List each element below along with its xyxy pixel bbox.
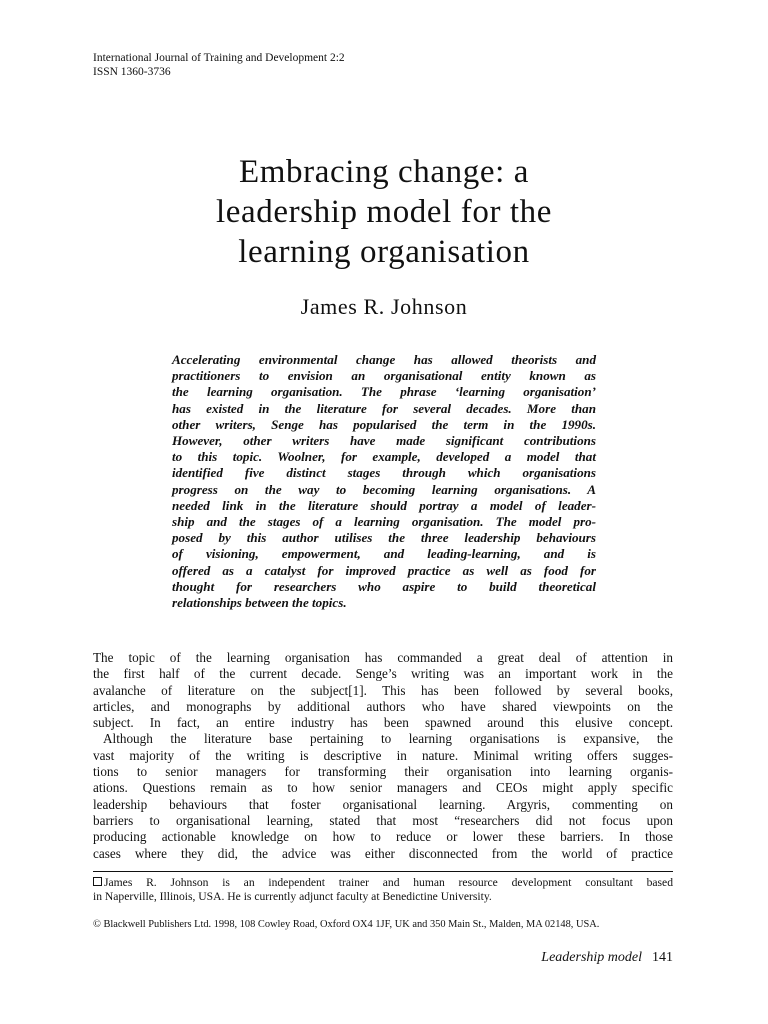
title-line: Embracing change: a — [239, 154, 529, 190]
abstract-line: of visioning, empowerment, and leading-learning, and is — [172, 546, 596, 562]
title-line: learning organisation — [238, 234, 530, 270]
abstract-line: However, other writers have made significant contributions — [172, 433, 596, 449]
body-line: The topic of the learning organisation has commanded a great deal of attention in — [93, 650, 673, 665]
abstract-line: other writers, Senge has popularised the term in the 1990s. — [172, 416, 596, 432]
body-line: articles, and monographs by additional authors who have shared viewpoints on the — [93, 698, 673, 714]
abstract-line: posed by this author utilises the three leadership behaviours — [172, 530, 596, 546]
abstract-line: to this topic. Woolner, for example, developed a model that — [172, 449, 596, 465]
abstract-line: the learning organisation. The phrase ‘learning organisation’ — [172, 384, 596, 400]
abstract-line: offered as a catalyst for improved practice as well as food for — [172, 562, 596, 578]
footnote-text: James R. Johnson is an independent trainer and human resource development consultant based — [104, 876, 673, 889]
abstract-line: identified five distinct stages through which organisations — [172, 465, 596, 481]
running-title: Leadership model — [541, 950, 642, 965]
footnote-line: in Naperville, Illinois, USA. He is currently adjunct faculty at Benedictine University. — [93, 889, 492, 903]
journal-name: International Journal of Training and Development 2:2 — [93, 52, 345, 64]
abstract-line: Accelerating environmental change has allowed theorists and — [172, 352, 596, 367]
body-line: cases where they did, the advice was either disconnected from the world of practice — [93, 845, 673, 861]
body-line: avalanche of literature on the subject[1]. This has been followed by several books, — [93, 682, 673, 698]
body-line: leadership behaviours that foster organisational learning. Argyris, commenting on — [93, 796, 673, 812]
footnote-divider — [93, 871, 673, 872]
body-line: vast majority of the writing is descriptive in nature. Minimal writing offers sugges- — [93, 747, 673, 763]
checkbox-square-icon — [93, 877, 102, 886]
issn: ISSN 1360-3736 — [93, 66, 171, 78]
body-line: producing actionable knowledge on how to reduce or lower these barriers. In those — [93, 829, 673, 845]
title-line: leadership model for the — [215, 194, 553, 230]
abstract-line: ship and the stages of a learning organisation. The model pro- — [172, 514, 596, 530]
body-line: tions to senior managers for transforming their organisation into learning organis- — [93, 764, 673, 780]
body-line: Although the literature base pertaining to learning organisations is expansive, the — [103, 731, 673, 747]
abstract-line: has existed in the literature for several decades. More than — [172, 400, 596, 416]
abstract-line: progress on the way to becoming learning organisations. A — [172, 481, 596, 497]
abstract-line: practitioners to envision an organisational entity known as — [172, 368, 596, 384]
body-line: ations. Questions remain as to how senior managers and CEOs might apply specific — [93, 780, 673, 796]
copyright-notice: © Blackwell Publishers Ltd. 1998, 108 Cowley Road, Oxford OX4 1JF, UK and 350 Main St., Malden, MA 02148, USA. — [93, 919, 600, 930]
abstract-line: thought for researchers who aspire to build theoretical — [172, 578, 596, 594]
abstract-line: needed link in the literature should portray a model of leader- — [172, 497, 596, 513]
body-line: the first half of the current decade. Senge’s writing was an important work in the — [93, 666, 673, 682]
page-number: 141 — [652, 950, 673, 965]
author-name: James R. Johnson — [300, 294, 468, 319]
running-footer — [541, 950, 673, 966]
footnote-line — [93, 876, 673, 890]
journal-header — [93, 51, 345, 79]
abstract-line: relationships between the topics. — [172, 595, 347, 611]
abstract — [172, 352, 596, 611]
body-line: barriers to organisational learning, stated that most “researchers did not focus upon — [93, 812, 673, 828]
article-title — [0, 152, 768, 272]
body-text — [93, 650, 673, 862]
body-line: subject. In fact, an entire industry has been spawned around this elusive concept. — [93, 715, 673, 731]
author-footnote — [93, 876, 673, 903]
